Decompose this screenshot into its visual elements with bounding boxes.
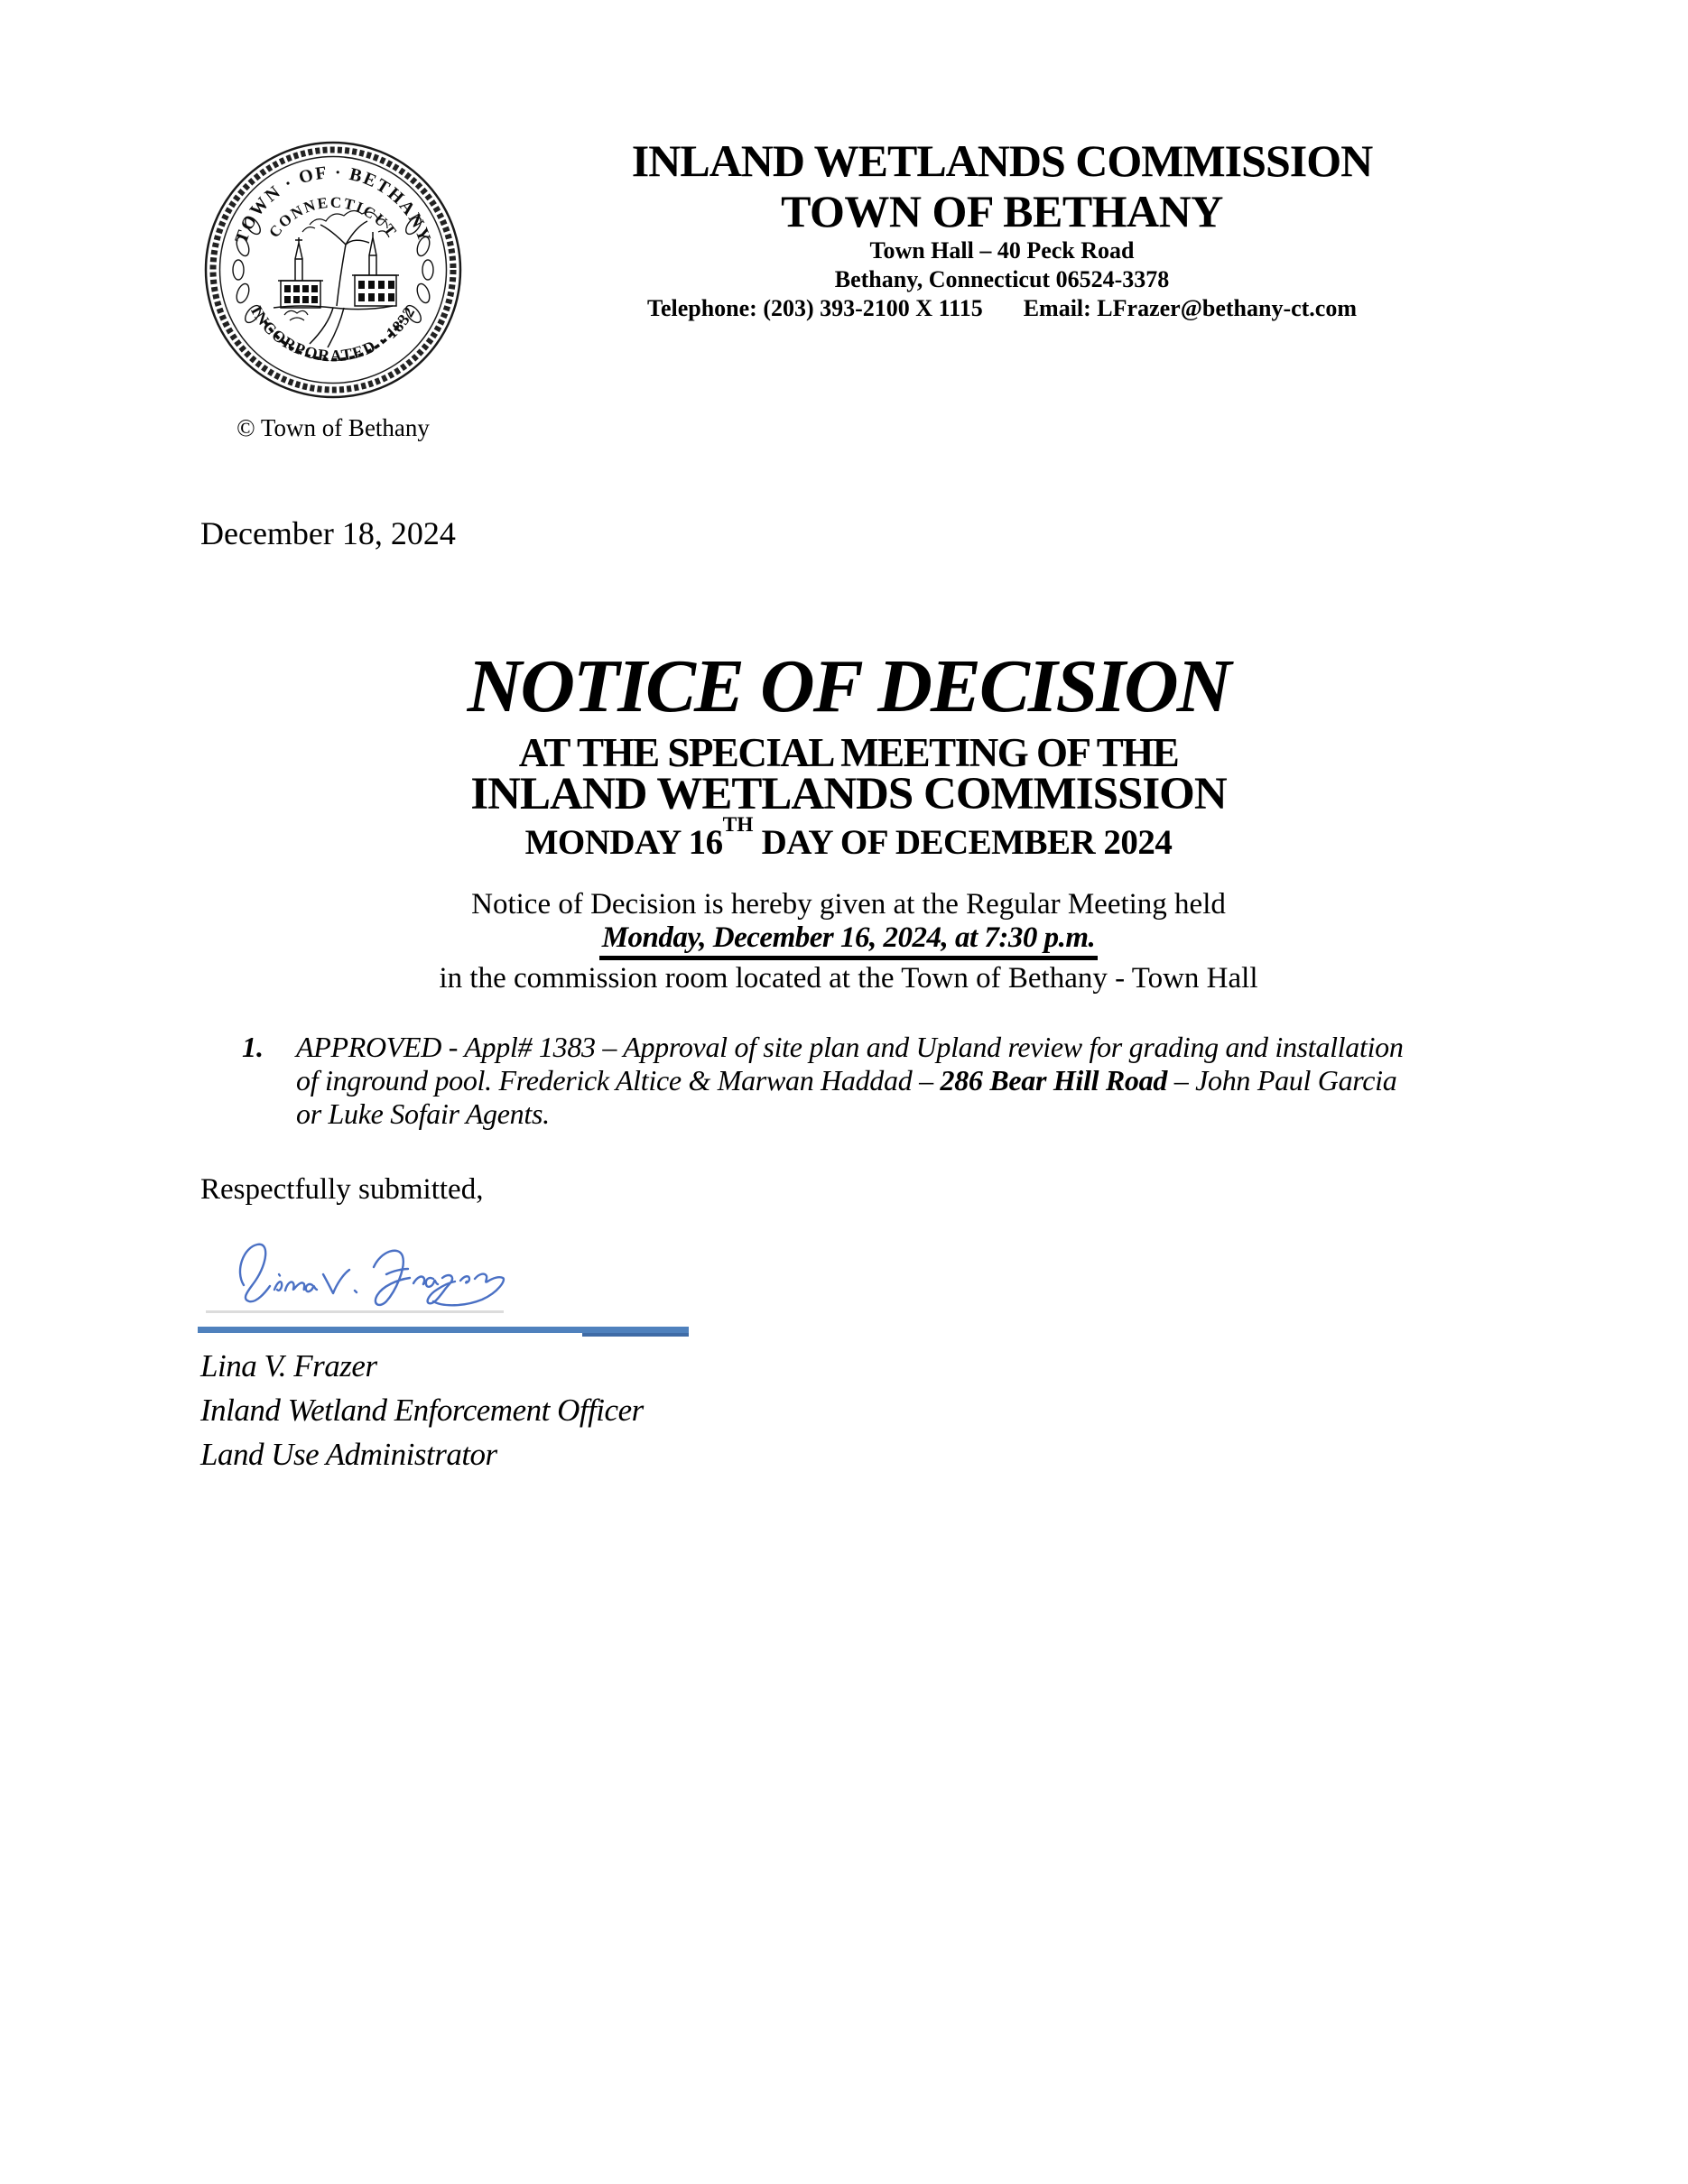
decision-address-bold: 286 Bear Hill Road (940, 1064, 1168, 1097)
title-subline-2: INLAND WETLANDS COMMISSION (470, 769, 1227, 819)
notice-line-3: in the commission room located at the Town of Bethany - Town Hall (439, 962, 1258, 995)
title-subline-1: AT THE SPECIAL MEETING OF THE (518, 730, 1179, 775)
closing-name: Lina V. Frazer (200, 1348, 377, 1384)
letterhead-address-2: Bethany, Connecticut 06524-3378 (834, 266, 1170, 292)
letterhead-email: Email: LFrazer@bethany-ct.com (1023, 295, 1358, 321)
scan-smudge (206, 1310, 504, 1313)
closing-title-1: Inland Wetland Enforcement Officer (200, 1393, 644, 1428)
decision-number: 1. (242, 1031, 264, 1063)
meeting-notice (248, 888, 1449, 995)
date-line: December 18, 2024 (200, 515, 456, 551)
decision-line-2-pre: of inground pool. Frederick Altice & Marwan Haddad – (296, 1064, 941, 1097)
seal-copyright: © Town of Bethany (237, 414, 430, 441)
decision-text-line-2 (296, 1064, 1404, 1097)
title-subline-3-prefix: MONDAY 16 (524, 823, 723, 862)
closing-block (200, 1344, 644, 1476)
title-subline-3-ordinal: TH (722, 813, 754, 838)
letterhead-telephone: Telephone: (203) 393-2100 X 1115 (646, 295, 983, 321)
seal-arc-connecticut: CONNECTICUT (265, 193, 401, 241)
title-subline-3 (248, 813, 1449, 862)
letterhead-town: TOWN OF BETHANY (781, 186, 1223, 236)
seal-arc-incorporated: INCORPORATED · 1832 (247, 302, 419, 366)
notice-line-1: Notice of Decision is hereby given at the Regular Meeting held (471, 888, 1226, 921)
letterhead (578, 135, 1426, 323)
seal-arc-town: TOWN · OF · BETHANY (231, 162, 435, 246)
decision-text-line-1: APPROVED - Appl# 1383 – Approval of site plan and Upland review for grading and installation (296, 1031, 1404, 1063)
decision-text-line-3: or Luke Sofair Agents. (296, 1097, 550, 1130)
decision-text (296, 1031, 1404, 1131)
letterhead-org: INLAND WETLANDS COMMISSION (631, 135, 1373, 186)
closing-salutation: Respectfully submitted, (200, 1173, 484, 1206)
letterhead-address-1: Town Hall – 40 Peck Road (869, 237, 1135, 264)
document-title: NOTICE OF DECISION (467, 644, 1230, 728)
signature-rule-overlap (582, 1333, 689, 1337)
letterhead-contact (578, 294, 1426, 323)
title-block (248, 644, 1449, 862)
signature-image (227, 1238, 525, 1318)
signature-rule (198, 1327, 689, 1333)
title-subline-3-suffix: DAY OF DECEMBER 2024 (753, 823, 1173, 862)
meeting-datetime: Monday, December 16, 2024, at 7:30 p.m. (599, 921, 1099, 960)
notice-line-2 (248, 921, 1449, 962)
decision-item (242, 1031, 1501, 1131)
closing-title-2: Land Use Administrator (200, 1437, 497, 1472)
decision-line-2-post: – John Paul Garcia (1167, 1064, 1397, 1097)
town-seal-image (201, 138, 465, 402)
